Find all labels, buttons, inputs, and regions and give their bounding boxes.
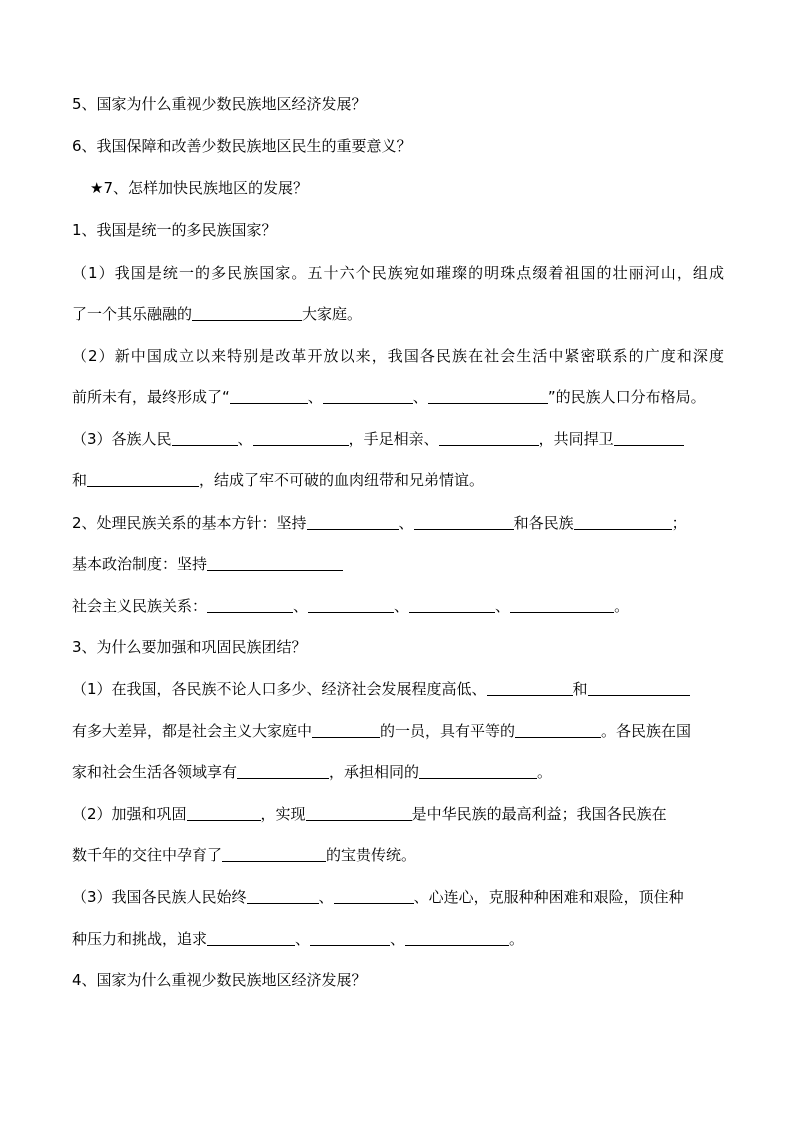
fill-blank[interactable] [207,930,295,946]
fill-blank[interactable] [207,555,343,571]
question-4: 4、国家为什么重视少数民族地区经济发展？ [72,971,367,989]
fill-blank[interactable] [439,430,539,446]
fill-blank[interactable] [253,430,349,446]
fill-blank[interactable] [308,597,394,613]
section-3-para-1-line-1: （1）在我国，各民族不论人口多少、经济社会发展程度高低、 和 [72,679,724,699]
section-1-para-2-line-2: 前所未有，最终形成了“ 、 、 ”的民族人口分布格局。 [72,388,706,406]
fill-blank[interactable] [614,430,684,446]
fill-blank[interactable] [237,763,329,779]
fill-blank[interactable] [588,680,690,696]
section-1-para-2-line-1: （2）新中国成立以来特别是改革开放以来，我国各民族在社会生活中紧密联系的广度和深度 [72,347,724,365]
fill-blank[interactable] [312,722,380,738]
fill-blank[interactable] [307,514,399,530]
section-2-line-3: 社会主义民族关系： 、 、 、 。 [72,597,630,615]
fill-blank[interactable] [187,805,261,821]
section-3-para-2-line-1: （2）加强和巩固 ，实现 是中华民族的最高利益；我国各民族在 [72,805,667,823]
question-5: 5、国家为什么重视少数民族地区经济发展？ [72,95,367,113]
fill-blank[interactable] [192,305,302,321]
fill-blank[interactable] [405,930,509,946]
section-1-title: 1、我国是统一的多民族国家？ [72,221,277,239]
question-6: 6、我国保障和改善少数民族地区民生的重要意义？ [72,137,412,155]
fill-blank[interactable] [334,888,414,904]
fill-blank[interactable] [230,388,308,404]
question-7-starred: ★7、怎样加快民族地区的发展？ [90,179,308,197]
fill-blank[interactable] [515,722,601,738]
section-3-title: 3、为什么要加强和巩固民族团结？ [72,638,307,656]
fill-blank[interactable] [428,388,548,404]
section-3-para-3-line-2: 种压力和挑战，追求 、 、 。 [72,930,525,948]
section-1-para-3-line-1: （3）各族人民 、 ，手足相亲、 ，共同捍卫 [72,429,724,449]
fill-blank[interactable] [222,846,326,862]
fill-blank[interactable] [207,597,293,613]
fill-blank[interactable] [510,597,614,613]
section-2-line-1: 2、处理民族关系的基本方针：坚持 、 和各民族 ； [72,514,687,532]
fill-blank[interactable] [574,514,672,530]
fill-blank[interactable] [247,888,319,904]
section-1-para-1-line-2: 了一个其乐融融的 大家庭。 [72,305,363,323]
fill-blank[interactable] [323,388,413,404]
section-3-para-1-line-3: 家和社会生活各领域享有 ，承担相同的 。 [72,763,553,781]
fill-blank[interactable] [306,805,412,821]
section-3-para-3-line-1: （3）我国各民族人民始终 、 、心连心，克服种种困难和艰险，顶住种 [72,888,684,906]
section-1-para-3-line-2: 和 ，结成了牢不可破的血肉纽带和兄弟情谊。 [72,471,485,489]
fill-blank[interactable] [414,514,514,530]
section-3-para-2-line-2: 数千年的交往中孕育了 的宝贵传统。 [72,846,417,864]
fill-blank[interactable] [487,680,573,696]
section-3-para-1-line-2: 有多大差异，都是社会主义大家庭中 的一员，具有平等的 。各民族在国 [72,722,692,740]
fill-blank[interactable] [172,430,238,446]
fill-blank[interactable] [87,471,199,487]
fill-blank[interactable] [409,597,495,613]
section-2-line-2: 基本政治制度：坚持 [72,554,724,574]
section-1-para-1-line-1: （1）我国是统一的多民族国家。五十六个民族宛如璀璨的明珠点缀着祖国的壮丽河山，组成 [72,264,724,282]
fill-blank[interactable] [419,763,537,779]
fill-blank[interactable] [310,930,390,946]
